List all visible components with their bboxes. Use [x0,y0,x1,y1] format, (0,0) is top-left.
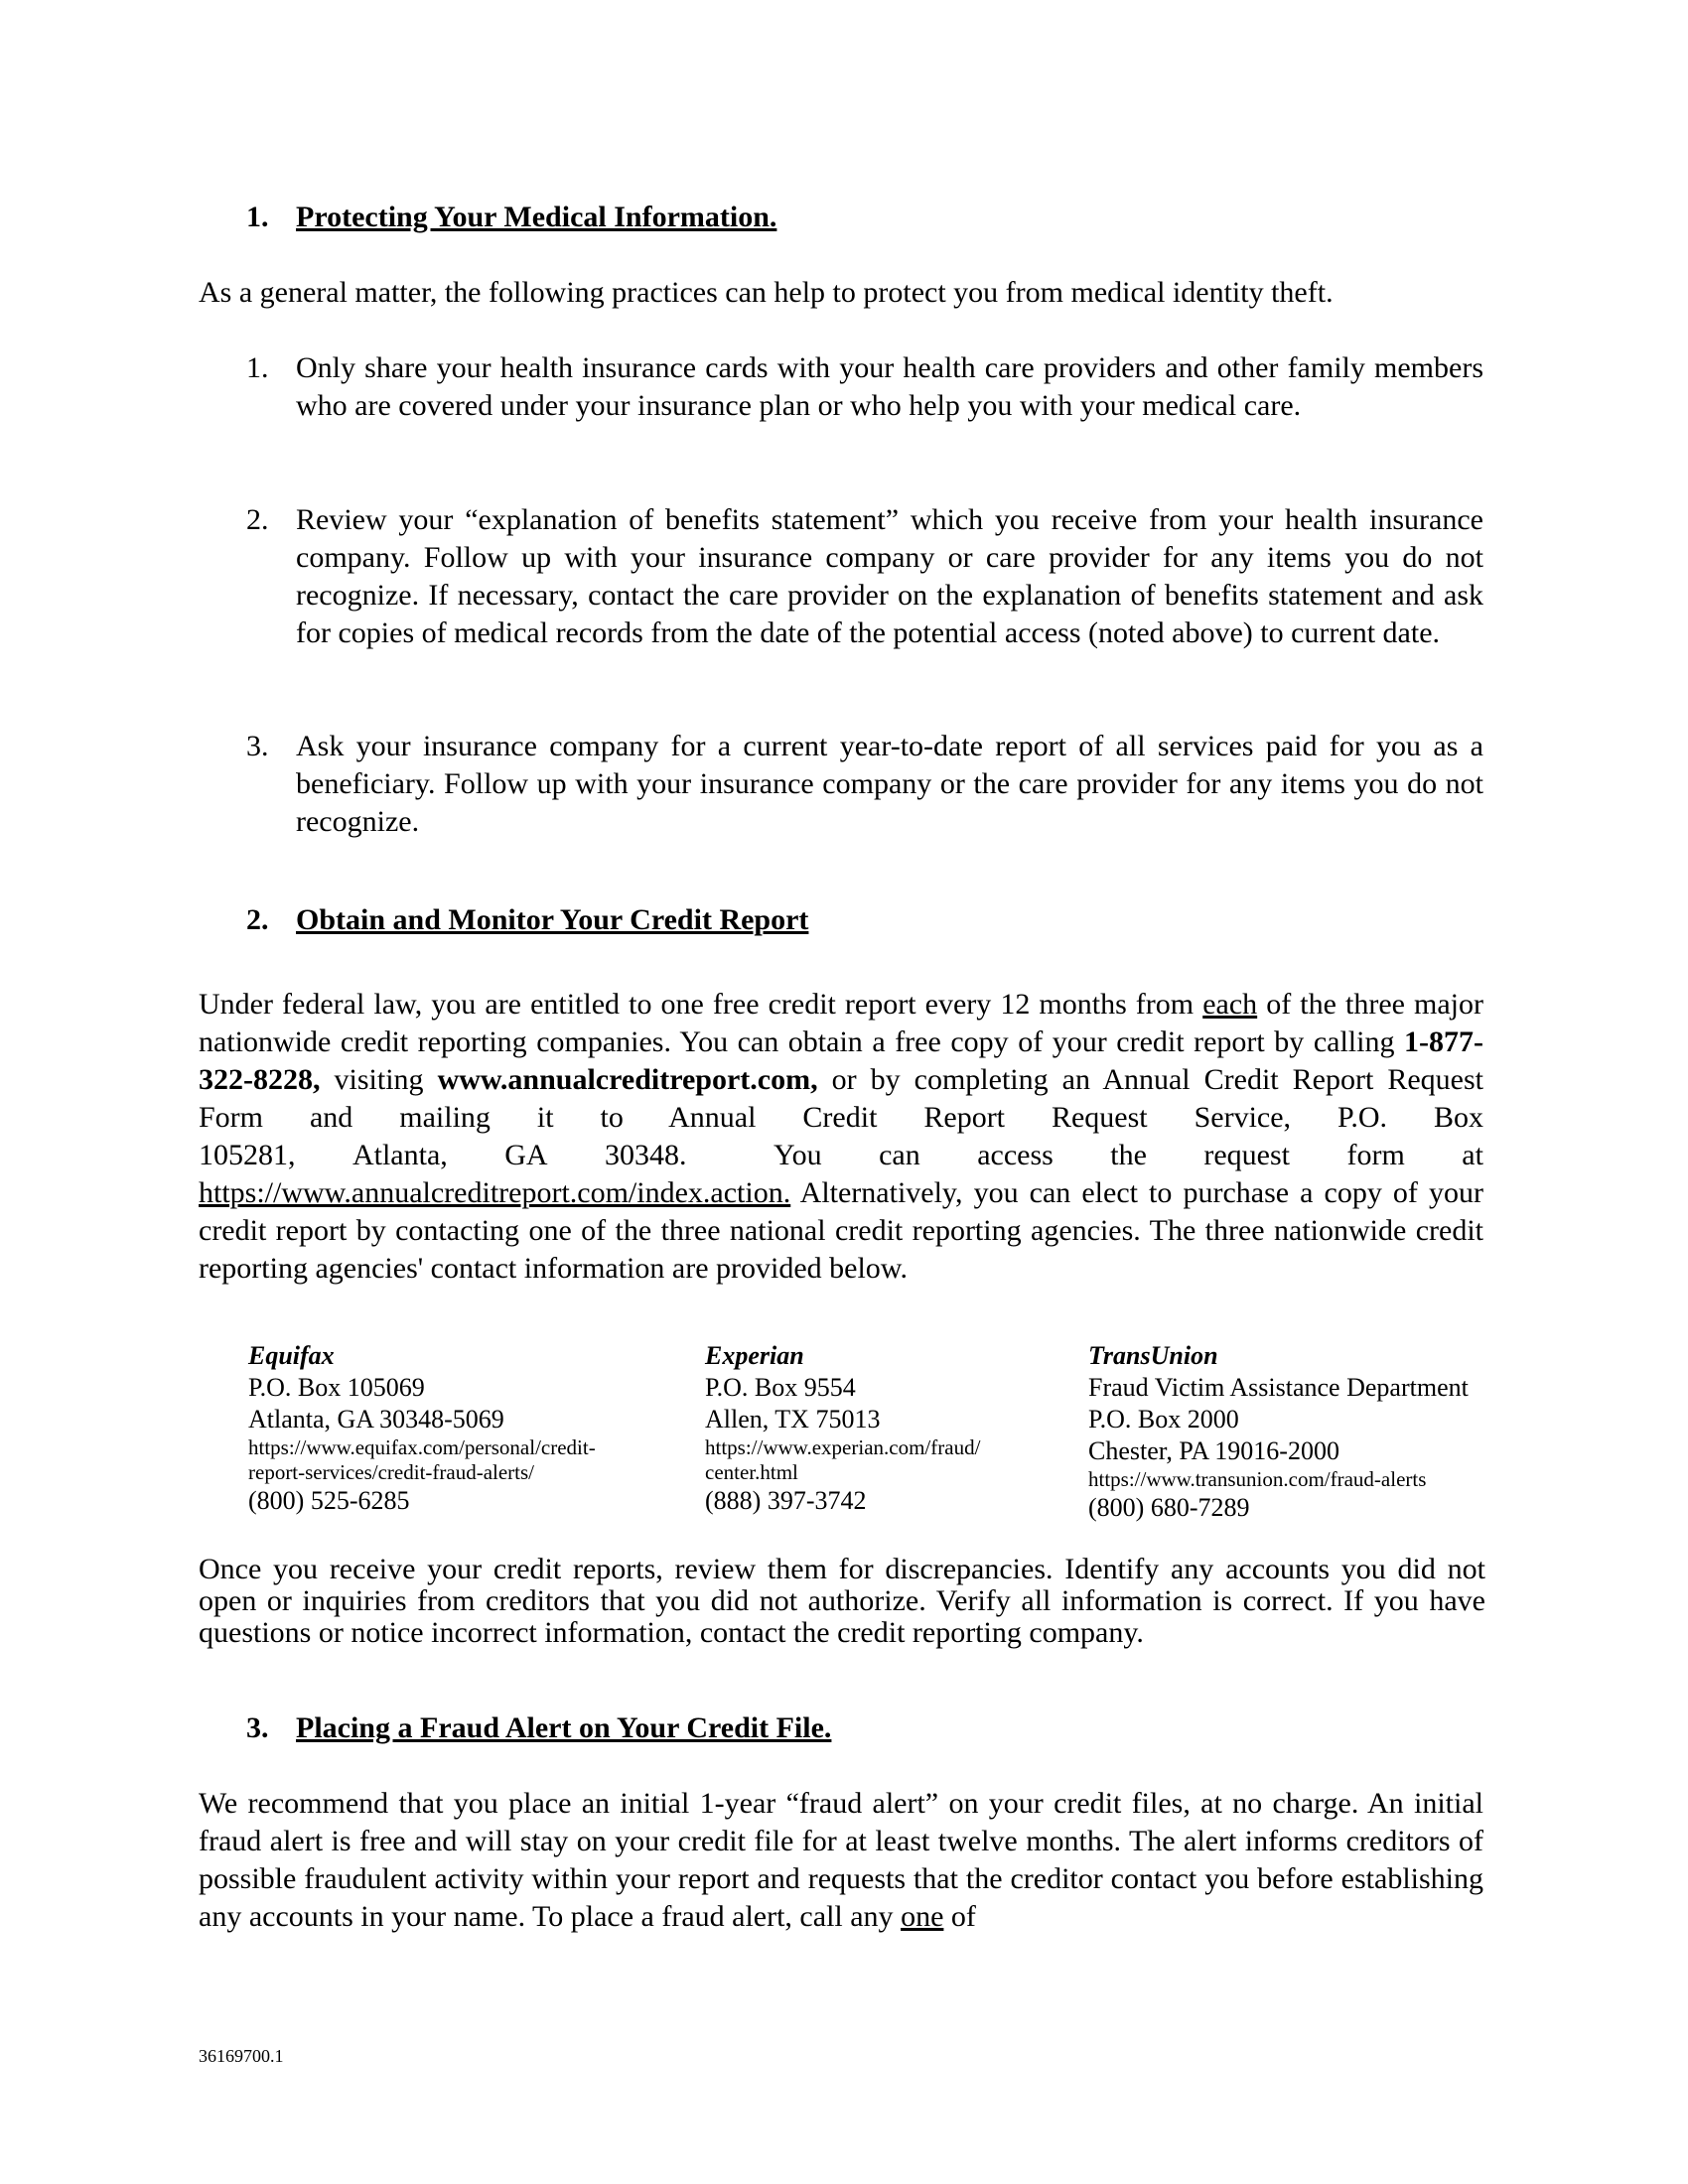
agency-equifax [248,1340,675,1517]
paragraph-part-1 [199,986,1483,1137]
agency-address-line: Chester, PA 19016-2000 [1088,1436,1339,1465]
agency-name: Equifax [248,1341,335,1370]
agency-experian [705,1340,1082,1517]
list-item-text: Only share your health insurance cards with your health care providers and other family members who are covered under your insurance plan or who help you with your medical care. [296,351,1483,422]
text-run: of the three major nationwide credit reporting companies. You can obtain a free copy of your credit report by calling [199,988,1484,1058]
word: Atlanta, [352,1139,448,1171]
section-2-heading [246,901,1041,939]
section-3-paragraph [199,1785,1483,1936]
agency-url[interactable] [1088,1467,1525,1492]
agency-address-line: Fraud Victim Assistance Department [1088,1373,1469,1402]
word: the [1110,1139,1147,1171]
phone-number: 1-877-322-8228, [199,1025,1483,1096]
word: request [1203,1139,1291,1171]
section-2-title: Obtain and Monitor Your Credit Report [296,903,809,936]
agency-phone: (888) 397-3742 [705,1486,867,1515]
word: 30348. [605,1139,687,1171]
word: access [977,1139,1054,1171]
section-1-number: 1. [246,201,269,233]
agency-address-line: P.O. Box 9554 [705,1373,856,1402]
list-item-number: 2. [246,503,269,536]
section-1-title: Protecting Your Medical Information. [296,201,777,233]
list-item-text: Ask your insurance company for a current year-to-date report of all services paid for you as a beneficiary. Follow up with your insurance company or the care provider for any items you do not recognize. [296,730,1483,838]
text-run: Under federal law, you are entitled to one free credit report every 12 months from [199,988,1203,1021]
section-3-heading [246,1709,1041,1747]
word: can [879,1139,920,1171]
agency-url-line: https://www.equifax.com/personal/credit- [248,1435,596,1459]
word: at [1462,1139,1483,1171]
agency-phone: (800) 525-6285 [248,1486,410,1515]
section-1-intro: As a general matter, the following practices can help to protect you from medical identity theft. [199,276,1334,309]
website: www.annualcreditreport.com, [437,1063,818,1096]
text-run: Alternatively, you can elect to purchase a copy of your credit report by contacting one of the three national credit reporting agencies. The three nationwide credit reporting agencies' contact information are provided below. [199,1176,1483,1285]
emphasis-each: each [1202,988,1258,1021]
list-item-number: 3. [246,730,269,762]
agency-name: TransUnion [1088,1341,1218,1370]
paragraph-part-2 [199,1174,1483,1288]
agency-url[interactable] [705,1435,1082,1485]
word: You [773,1139,822,1171]
agency-transunion [1088,1340,1525,1524]
text-run: visiting [320,1063,438,1096]
agency-url-line: https://www.transunion.com/fraud-alerts [1088,1467,1427,1491]
agency-name: Experian [705,1341,804,1370]
section-2-number: 2. [246,903,269,936]
agency-url-line: https://www.experian.com/fraud/ [705,1435,981,1459]
paragraph-line-5 [199,1137,1483,1174]
section-2-after-paragraph: Once you receive your credit reports, review them for discrepancies. Identify any accounts you did not open or inquiries from creditors that you did not authorize. Verify all information is correct. If you have questions or notice incorrect information, contact the credit reporting company. [199,1553,1485,1649]
agency-url[interactable] [248,1435,675,1485]
agency-phone: (800) 680-7289 [1088,1493,1250,1522]
agency-url-line: center.html [705,1460,798,1484]
word: GA [504,1139,548,1171]
agency-address-line: P.O. Box 2000 [1088,1405,1239,1433]
annual-credit-report-link[interactable]: https://www.annualcreditreport.com/index.action. [199,1176,791,1209]
agency-address-line: Allen, TX 75013 [705,1405,881,1433]
word: form [1346,1139,1405,1171]
text-run: of [943,1900,976,1933]
section-1-heading [246,199,1041,236]
text-run: We recommend that you place an initial 1-year “fraud alert” on your credit files, at no charge. An initial fraud alert is free and will stay on your credit file for at least twelve months. The alert informs creditors of possible fraudulent activity within your report and requests that the creditor contact you before establishing any accounts in your name. To place a fraud alert, call any [199,1787,1483,1933]
emphasis-one: one [901,1900,944,1933]
section-3-number: 3. [246,1711,269,1744]
section-2-paragraph [199,986,1483,1288]
text-run: or by completing an Annual Credit Report Request Form and mailing it to Annual Credit Report Request Service, P.O. Box [199,1063,1483,1134]
list-item-number: 1. [246,351,269,384]
agency-url-line: report-services/credit-fraud-alerts/ [248,1460,535,1484]
word: 105281, [199,1139,296,1171]
agency-address-line: P.O. Box 105069 [248,1373,425,1402]
document-id: 36169700.1 [199,2046,284,2066]
agency-address-line: Atlanta, GA 30348-5069 [248,1405,504,1433]
list-item-text: Review your “explanation of benefits statement” which you receive from your health insurance company. Follow up with your insurance company or care provider for any items you do not recognize. If necessary, contact the care provider on the explanation of benefits statement and ask for copies of medical records from the date of the potential access (noted above) to current date. [296,503,1483,649]
section-3-title: Placing a Fraud Alert on Your Credit File. [296,1711,832,1744]
